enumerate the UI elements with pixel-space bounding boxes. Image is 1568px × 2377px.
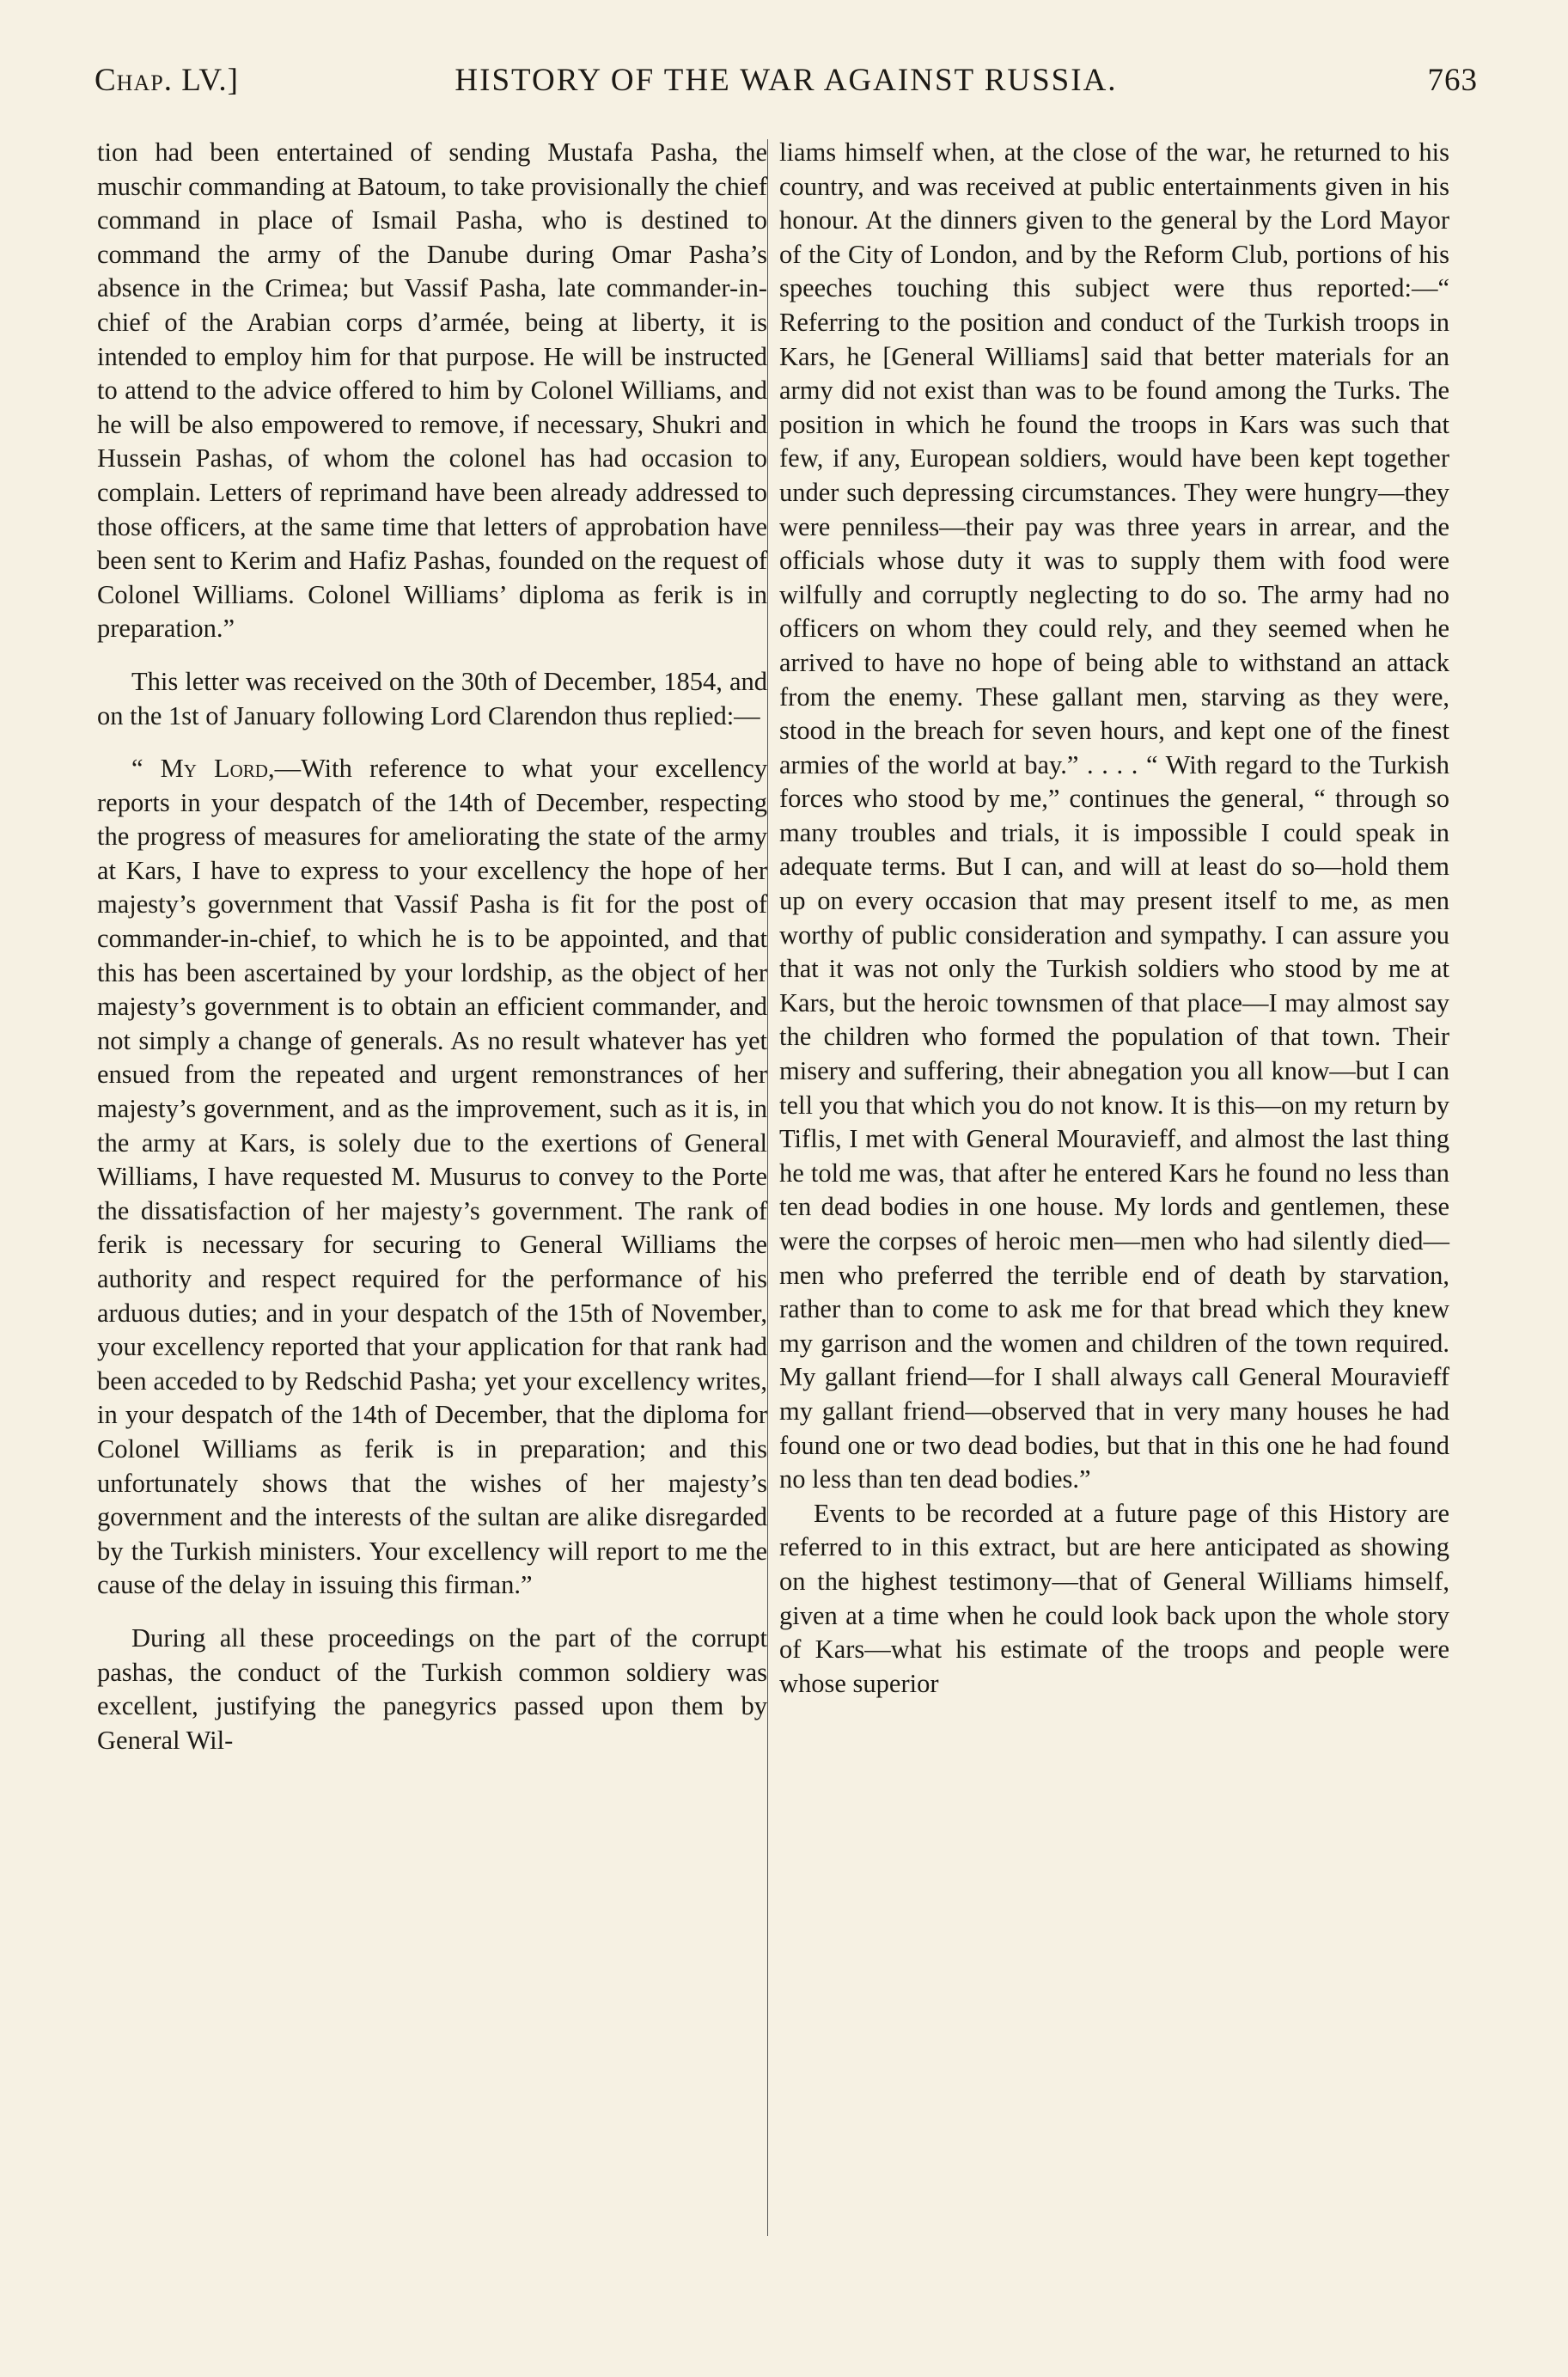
chapter-label: Chap. LV.] — [95, 63, 239, 98]
page-title: HISTORY OF THE WAR AGAINST RUSSIA. — [455, 63, 1118, 98]
paragraph: Events to be recorded at a future page of this History are referred to in this extract, but are here anticipated as showing on the highest testimony—that of General Williams himself, given at a time when he could look back upon the whole story of Kars—what his estimate of the troops and people were whose superior — [779, 1498, 1449, 1698]
right-column — [779, 136, 1449, 1701]
column-divider — [767, 139, 768, 2236]
paragraph: This letter was received on the 30th of December, 1854, and on the 1st of January following Lord Clarendon thus replied:— — [97, 666, 767, 730]
salutation: “ My Lord, — [131, 754, 275, 784]
running-header — [95, 62, 1478, 113]
paragraph: During all these proceedings on the part of the corrupt pashas, the conduct of the Turkish common soldiery was excellent, justifying the panegyrics passed upon them by General Wil- — [97, 1622, 767, 1755]
left-column — [97, 136, 767, 1757]
quoted-letter — [97, 752, 767, 1603]
paragraph: tion had been entertained of sending Mustafa Pasha, the muschir commanding at Batoum, to take provisionally the chief command in place of Ismail Pasha, who is destined to command the army of the Danube during Omar Pasha’s absence in the Crimea; but Vassif Pasha, late commander-in-chief of the Arabian corps d’armée, being at liberty, it is intended to employ him for that purpose. He will be instructed to attend to the advice offered to him by Colonel Williams, and he will be also empowered to remove, if necessary, Shukri and Hussein Pashas, of whom the colonel has had occasion to complain. Letters of reprimand have been already addressed to those officers, at the same time that letters of approbation have been sent to Kerim and Hafiz Pashas, founded on the request of Colonel Williams. Colonel Williams’ diploma as ferik is in preparation.” — [97, 137, 767, 644]
page-number: 763 — [1427, 63, 1478, 98]
letter-body: —With reference to what your excellency reports in your despatch of the 14th of December, respecting the progress of measures for ameliorating the state of the army at Kars, I have to express to your excellency the hope of her majesty’s government that Vassif Pasha is fit for the post of commander-in-chief, to which he is to be appointed, and that this has been ascertained by your lordship, as the object of her majesty’s government is to obtain an efficient commander, and not simply a change of generals. As no result whatever has yet ensued from the repeated and urgent remonstrances of her majesty’s government, and as the improvement, such as it is, in the army at Kars, is solely due to the exertions of General Williams, I have requested M. Musurus to convey to the Porte the dissatisfaction of her majesty’s government. The rank of ferik is necessary for securing to General Williams the authority and respect required for the performance of his arduous duties; and in your despatch of the 15th of November, your excellency reported that your application for that rank had been acceded to by Redschid Pasha; yet your excellency writes, in your despatch of the 14th of December, that the diploma for Colonel Williams as ferik is in preparation; and this unfortunately shows that the wishes of her majesty’s government and the interests of the sultan are alike disregarded by the Turkish ministers. Your excellency will report to me the cause of the delay in issuing this firman.” — [97, 754, 767, 1600]
paragraph: liams himself when, at the close of the war, he returned to his country, and was received at public entertainments given in his honour. At the dinners given to the general by the Lord Mayor of the City of London, and by the Reform Club, portions of his speeches touching this subject were thus reported:—“ Referring to the position and conduct of the Turkish troops in Kars, he [General Williams] said that better materials for an army did not exist than was to be found among the Turks. The position in which he found the troops in Kars was such that few, if any, European soldiers, would have been kept together under such depressing circumstances. They were hungry—they were penniless—their pay was three years in arrear, and the officials whose duty it was to supply them with food were wilfully and corruptly neglecting to do so. The army had no officers on whom they could rely, and they seemed when he arrived to have no hope of being able to withstand an attack from the enemy. These gallant men, starving as they were, stood in the breach for seven hours, and kept one of the finest armies of the world at bay.” . . . . “ With regard to the Turkish forces who stood by me,” continues the general, “ through so many troubles and trials, it is impossible I could speak in adequate terms. But I can, and will at least do so—hold them up on every occasion that may present itself to me, as men worthy of public consideration and sympathy. I can assure you that it was not only the Turkish soldiers who stood by me at Kars, but the heroic townsmen of that place—I may almost say the children who formed the population of that town. Their misery and suffering, their abnegation you all know—but I can tell you that which you do not know. It is this—on my return by Tiflis, I met with General Mouravieff, and almost the last thing he told me was, that after he entered Kars he found no less than ten dead bodies in one house. My lords and gentlemen, these were the corpses of heroic men—men who had silently died—men who preferred the terrible end of death by starvation, rather than to come to ask me for that bread which they knew my garrison and the women and children of the town required. My gallant friend—for I shall always call General Mouravieff my gallant friend—observed that in very many houses he had found one or two dead bodies, but that in this one he had found no less than ten dead bodies.” — [779, 137, 1449, 1494]
